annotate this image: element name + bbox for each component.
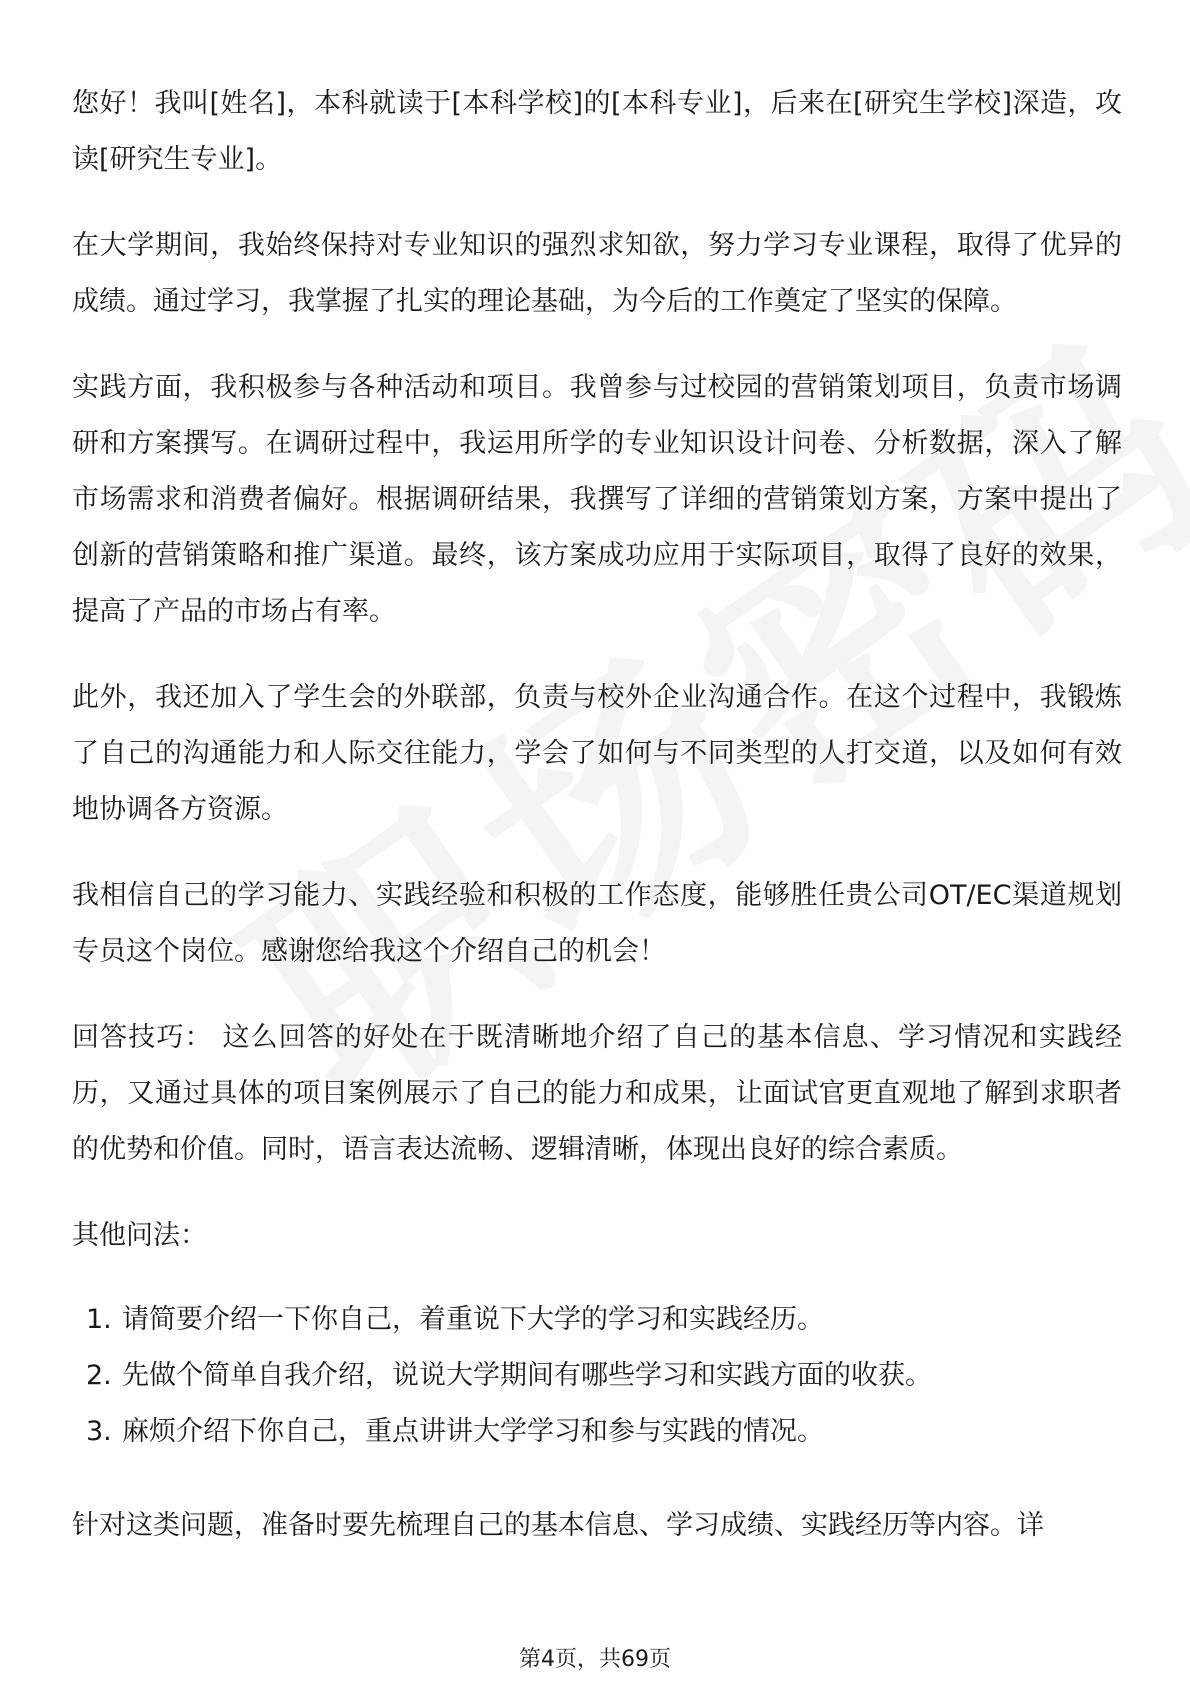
paragraph-preparation: 针对这类问题，准备时要先梳理自己的基本信息、学习成绩、实践经历等内容。详 <box>72 1510 1044 1541</box>
paragraph-closing: 我相信自己的学习能力、实践经验和积极的工作态度，能够胜任贵公司OT/EC渠道规划专员这个岗位。感谢您给我这个介绍自己的机会！ <box>72 880 1122 967</box>
paragraph-intro: 您好！我叫[姓名]，本科就读于[本科学校]的[本科专业]，后来在[研究生学校]深造，攻读[研究生专业]。 <box>72 88 1122 175</box>
list-item <box>72 1404 1122 1460</box>
list-item-number: 2. <box>86 1360 112 1391</box>
other-questions-list <box>72 1292 1122 1460</box>
paragraph-study: 在大学期间，我始终保持对专业知识的强烈求知欲，努力学习专业课程，取得了优异的成绩。通过学习，我掌握了扎实的理论基础，为今后的工作奠定了坚实的保障。 <box>72 230 1122 317</box>
list-item-number: 1. <box>86 1304 112 1335</box>
list-item-text: 麻烦介绍下你自己，重点讲讲大学学习和参与实践的情况。 <box>122 1416 824 1447</box>
paragraph-answer-tips: 回答技巧： 这么回答的好处在于既清晰地介绍了自己的基本信息、学习情况和实践经历，又通过具体的项目案例展示了自己的能力和成果，让面试官更直观地了解到求职者的优势和价值。同时，语言表达流畅、逻辑清晰，体现出良好的综合素质。 <box>72 1022 1122 1165</box>
list-item <box>72 1292 1122 1348</box>
list-item <box>72 1348 1122 1404</box>
other-questions-heading: 其他问法： <box>72 1220 207 1251</box>
page-number: 第4页，共69页 <box>519 1647 671 1672</box>
list-item-text: 请简要介绍一下你自己，着重说下大学的学习和实践经历。 <box>122 1304 824 1335</box>
list-item-text: 先做个简单自我介绍，说说大学期间有哪些学习和实践方面的收获。 <box>122 1360 932 1391</box>
list-item-number: 3. <box>86 1416 112 1447</box>
paragraph-practice: 实践方面，我积极参与各种活动和项目。我曾参与过校园的营销策划项目，负责市场调研和方案撰写。在调研过程中，我运用所学的专业知识设计问卷、分析数据，深入了解市场需求和消费者偏好。根据调研结果，我撰写了详细的营销策划方案，方案中提出了创新的营销策略和推广渠道。最终，该方案成功应用于实际项目，取得了良好的效果，提高了产品的市场占有率。 <box>72 372 1122 627</box>
document-body <box>72 76 1122 1584</box>
paragraph-student-union: 此外，我还加入了学生会的外联部，负责与校外企业沟通合作。在这个过程中，我锻炼了自己的沟通能力和人际交往能力，学会了如何与不同类型的人打交道，以及如何有效地协调各方资源。 <box>72 682 1122 825</box>
